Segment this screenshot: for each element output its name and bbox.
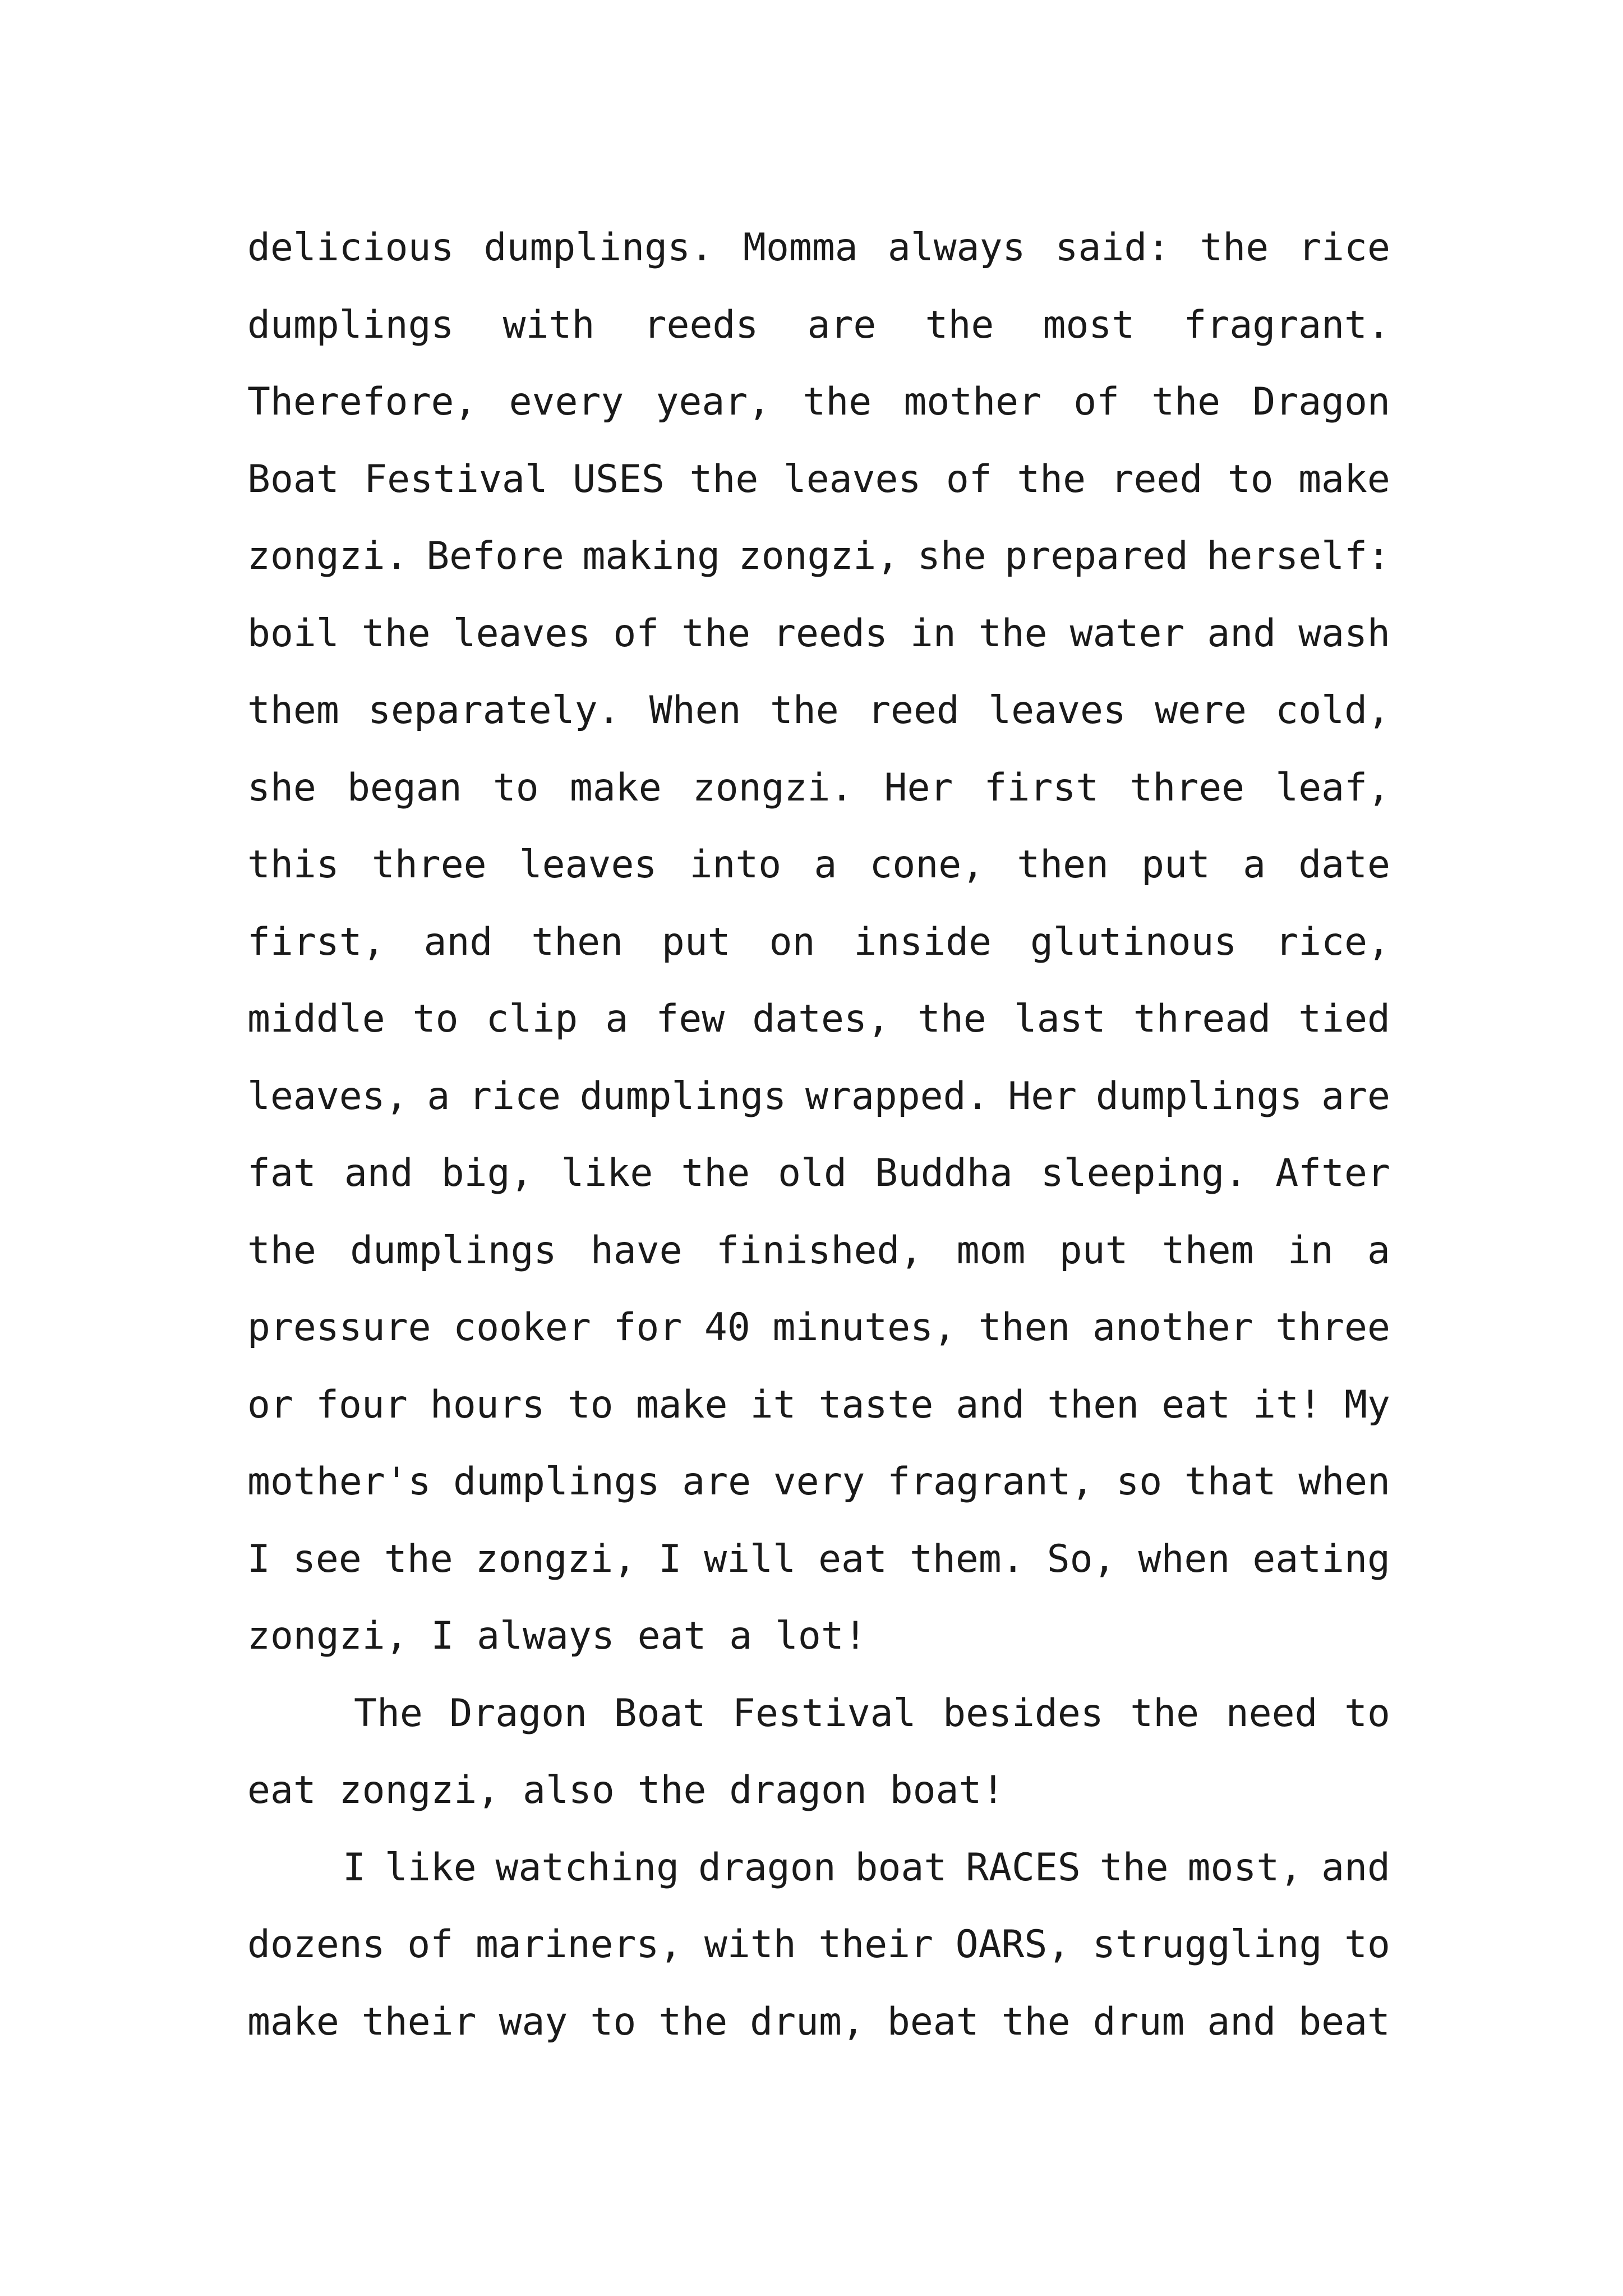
body-text <box>247 209 1390 2060</box>
text-line: dozens of mariners, with their OARS, struggling to <box>247 1922 1390 1967</box>
text-line: she began to make zongzi. Her first three leaf, <box>247 765 1390 810</box>
text-line: The Dragon Boat Festival besides the need to <box>354 1691 1390 1736</box>
text-line: Therefore, every year, the mother of the Dragon <box>247 380 1390 424</box>
text-line: or four hours to make it taste and then eat it! My <box>247 1382 1390 1427</box>
text-line: make their way to the drum, beat the drum and beat <box>247 1999 1390 2044</box>
text-line: mother's dumplings are very fragrant, so that when <box>247 1460 1390 1504</box>
text-line: I like watching dragon boat RACES the most, and <box>343 1845 1390 1890</box>
text-line: them separately. When the reed leaves were cold, <box>247 688 1390 733</box>
text-line: the dumplings have finished, mom put them in a <box>247 1228 1390 1273</box>
text-line: zongzi. Before making zongzi, she prepared herself: <box>247 534 1390 578</box>
text-line: leaves, a rice dumplings wrapped. Her dumplings are <box>247 1074 1390 1119</box>
text-line: middle to clip a few dates, the last thread tied <box>247 997 1390 1041</box>
text-line: fat and big, like the old Buddha sleeping. After <box>247 1151 1390 1195</box>
text-line: Boat Festival USES the leaves of the reed to make <box>247 457 1390 501</box>
text-line: first, and then put on inside glutinous rice, <box>247 919 1390 964</box>
text-line: pressure cooker for 40 minutes, then another three <box>247 1305 1390 1350</box>
text-line: dumplings with reeds are the most fragrant. <box>247 302 1390 347</box>
text-line: eat zongzi, also the dragon boat! <box>247 1768 1005 1812</box>
text-line: this three leaves into a cone, then put a date <box>247 843 1390 887</box>
text-line: I see the zongzi, I will eat them. So, when eating <box>247 1536 1390 1581</box>
text-line: zongzi, I always eat a lot! <box>247 1614 867 1658</box>
text-line: boil the leaves of the reeds in the water and wash <box>247 611 1390 656</box>
text-line: delicious dumplings. Momma always said: the rice <box>247 226 1390 270</box>
